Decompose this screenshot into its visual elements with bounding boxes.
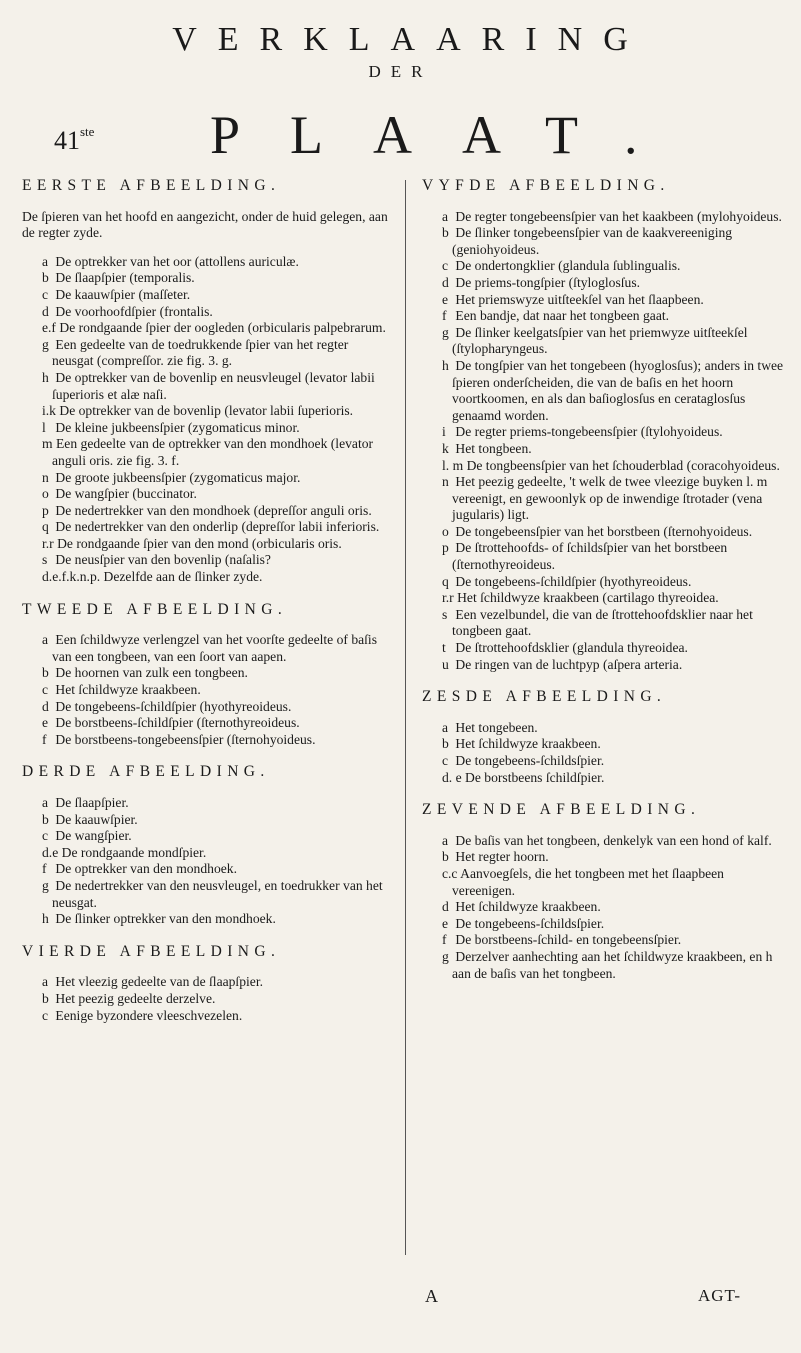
legend-item	[22, 732, 392, 749]
legend-list	[422, 833, 787, 982]
legend-key: b	[442, 736, 449, 752]
legend-text: Eenige byzondere vleeschvezelen.	[55, 1007, 243, 1023]
legend-key: c	[42, 828, 49, 844]
legend-text: De rondgaande ſpier van den mond (orbicularis oris.	[57, 535, 342, 551]
legend-item	[22, 304, 392, 321]
legend-text: De optrekker van het oor (attollens auriculæ.	[55, 253, 299, 269]
legend-key: e	[442, 915, 449, 931]
legend-item	[22, 519, 392, 536]
legend-item	[422, 574, 787, 591]
legend-key: f	[42, 731, 47, 747]
legend-key: b	[42, 270, 49, 286]
legend-text: De tongebeens-ſchildsſpier.	[455, 753, 605, 768]
legend-text: Het peezig gedeelte derzelve.	[55, 990, 216, 1006]
legend-text: De borstbeens-ſchildſpier (ſternothyreoideus.	[55, 715, 300, 731]
legend-item	[22, 552, 392, 569]
legend-key: f	[442, 308, 447, 324]
legend-item	[22, 861, 392, 878]
legend-text: De ſlinker keelgatsſpier van het priemwyze uitſteekſel (ſtylopharyngeus.	[452, 324, 748, 357]
legend-key: q	[42, 519, 49, 535]
legend-item	[22, 569, 392, 586]
legend-text: De tongebeensſpier van het borstbeen (ſternohyoideus.	[455, 523, 753, 539]
legend-item	[422, 474, 787, 524]
title-verklaring: VERKLAARING	[172, 21, 649, 58]
catchword: AGT-	[698, 1286, 742, 1305]
legend-key: l	[42, 419, 46, 435]
legend-key: a	[42, 253, 49, 269]
legend-item	[22, 878, 392, 911]
legend-key: c	[442, 753, 449, 768]
legend-text: De baſis van het tongbeen, denkelyk van een hond of kalf.	[455, 832, 772, 848]
legend-text: De borstbeens-ſchild- en tongebeensſpier.	[455, 932, 682, 948]
legend-item	[422, 932, 787, 949]
legend-item	[22, 337, 392, 370]
legend-key: g	[42, 336, 49, 352]
legend-key: c	[42, 286, 49, 302]
legend-item	[22, 911, 392, 928]
legend-key: o	[42, 486, 49, 502]
legend-list	[422, 720, 787, 786]
legend-key: p	[442, 540, 449, 556]
legend-item	[422, 225, 787, 258]
legend-key: r.r	[442, 590, 454, 606]
legend-text: Een gedeelte van de toedrukkende ſpier van het regter neusgat (compreſſor. zie fig. 3. g.	[52, 336, 349, 369]
legend-text: Het ſchildwyze kraakbeen (cartilago thyreoidea.	[457, 590, 719, 606]
legend-key: g	[442, 948, 449, 964]
legend-text: De ſlinker tongebeensſpier van de kaakvereeniging (geniohyoideus.	[452, 225, 733, 257]
legend-text: Het tongebeen.	[455, 719, 538, 735]
signature-mark: A	[425, 1286, 438, 1306]
legend-item	[22, 254, 392, 271]
legend-key: k	[442, 440, 449, 456]
legend-item	[422, 866, 787, 899]
legend-item	[22, 828, 392, 845]
legend-item	[422, 209, 787, 226]
legend-item	[22, 436, 392, 469]
legend-text: De tongbeensſpier van het ſchouderblad (coracohyoideus.	[466, 457, 780, 473]
legend-text: De voorhoofdſpier (frontalis.	[55, 303, 213, 319]
legend-text: Dezelfde aan de ſlinker zyde.	[103, 569, 263, 585]
legend-text: De ſlaapſpier (temporalis.	[55, 270, 195, 286]
legend-text: De wangſpier.	[55, 828, 132, 844]
legend-text: De tongebeens-ſchildſpier (hyothyreoideus.	[455, 573, 692, 589]
legend-key: g	[442, 324, 449, 340]
legend-key: d	[42, 303, 49, 319]
legend-text: De groote jukbeensſpier (zygomaticus major.	[55, 469, 301, 485]
left-column	[22, 178, 392, 1040]
legend-text: De borstbeens-tongebeensſpier (ſternohyoideus.	[55, 731, 316, 747]
legend-text: Het tongbeen.	[455, 440, 532, 456]
legend-list	[22, 254, 392, 586]
legend-item	[422, 833, 787, 850]
legend-key: c	[42, 1007, 49, 1023]
legend-text: De priems-tongſpier (ſtyloglosſus.	[455, 274, 641, 290]
legend-text: De kleine jukbeensſpier (zygomaticus minor.	[55, 419, 300, 435]
legend-item	[22, 320, 392, 337]
legend-key: a	[42, 632, 49, 648]
legend-item	[22, 699, 392, 716]
legend-item	[22, 270, 392, 287]
legend-key: u	[442, 656, 449, 672]
section-heading: EERSTE AFBEELDING.	[22, 177, 281, 194]
legend-key: h	[42, 911, 49, 927]
legend-item	[22, 503, 392, 520]
legend-key: h	[42, 369, 49, 385]
legend-item	[422, 308, 787, 325]
legend-item	[422, 770, 787, 787]
legend-key: f	[42, 861, 47, 877]
legend-text: De ſlinker optrekker van den mondhoek.	[55, 911, 276, 927]
legend-item	[422, 275, 787, 292]
legend-item	[422, 916, 787, 933]
legend-key: a	[442, 208, 449, 224]
legend-text: De rondgaande ſpier der oogleden (orbicularis palpebrarum.	[59, 320, 386, 336]
legend-item	[22, 991, 392, 1008]
legend-key: n	[42, 469, 49, 485]
legend-key: o	[442, 523, 449, 539]
legend-list	[22, 632, 392, 748]
title-der: DER	[368, 62, 433, 81]
legend-text: De ringen van de luchtpyp (aſpera arteria.	[455, 656, 683, 672]
legend-item	[422, 720, 787, 737]
legend-text: Aanvoegſels, die het tongbeen met het ſlaapbeen vereenigen.	[452, 865, 724, 898]
legend-item	[22, 812, 392, 829]
legend-text: De optrekker van de bovenlip (levator labii ſuperioris.	[59, 403, 354, 419]
legend-key: s	[42, 552, 48, 568]
legend-key: m	[42, 436, 53, 452]
legend-item	[422, 849, 787, 866]
legend-item	[422, 458, 787, 475]
plate-word: PLAAT.	[210, 105, 688, 165]
legend-key: i	[442, 424, 446, 440]
legend-key: d	[442, 274, 449, 290]
legend-key: r.r	[42, 535, 54, 551]
section-heading: ZEVENDE AFBEELDING.	[422, 801, 701, 819]
legend-text: Het priemswyze uitſteekſel van het ſlaapbeen.	[455, 291, 704, 307]
legend-text: De borstbeens ſchildſpier.	[465, 769, 605, 785]
legend-text: De ondertongklier (glandula ſublingualis.	[455, 258, 681, 274]
section-heading: ZESDE AFBEELDING.	[422, 688, 667, 706]
legend-item	[22, 682, 392, 699]
legend-item	[22, 632, 392, 665]
legend-text: De kaauwſpier (maſſeter.	[55, 286, 191, 302]
legend-text: Een vezelbundel, die van de ſtrottehoofdsklier naar het tongbeen gaat.	[452, 606, 753, 639]
plate-title	[20, 104, 780, 166]
legend-key: b	[42, 990, 49, 1006]
legend-text: Het ſchildwyze kraakbeen.	[55, 682, 201, 698]
legend-key: h	[442, 357, 449, 373]
legend-text: De optrekker van de bovenlip en neusvleugel (levator labii ſuperioris et alæ naſi.	[52, 369, 375, 402]
legend-text: De ſlaapſpier.	[55, 795, 129, 810]
legend-text: De neusſpier van den bovenlip (naſalis?	[55, 552, 271, 568]
section-intro: De ſpieren van het hoofd en aangezicht, onder de huid gelegen, aan de regter zyde.	[22, 208, 388, 241]
legend-text: Het vleezig gedeelte van de ſlaapſpier.	[55, 974, 263, 990]
legend-text: De tongſpier van het tongebeen (hyoglosſus); anders in twee ſpieren onderſcheiden, die van de baſis en het hoorn voortkoomen, en als dan baſioglosſus en cerataglosſus genaamd worden.	[452, 357, 784, 423]
legend-key: b	[42, 665, 49, 681]
legend-item	[422, 949, 787, 982]
legend-item	[22, 715, 392, 732]
legend-key: g	[42, 877, 49, 893]
legend-key: c.c	[442, 865, 458, 881]
plate-number-suffix: ste	[80, 124, 95, 139]
legend-item	[22, 536, 392, 553]
column-divider	[405, 180, 406, 1255]
legend-key: b	[442, 225, 449, 241]
legend-key: e	[442, 291, 449, 307]
legend-key: e	[42, 715, 49, 731]
legend-text: De optrekker van den mondhoek.	[55, 861, 237, 877]
legend-text: De ſtrottehoofdsklier (glandula thyreoidea.	[455, 640, 688, 656]
legend-item	[22, 370, 392, 403]
legend-key: d	[42, 698, 49, 714]
legend-text: De regter priems-tongebeensſpier (ſtylohyoideus.	[455, 424, 723, 440]
legend-item	[422, 258, 787, 275]
legend-key: i.k	[42, 403, 56, 419]
legend-item	[22, 665, 392, 682]
legend-item	[22, 420, 392, 437]
legend-text: De kaauwſpier.	[55, 811, 138, 827]
legend-key: t	[442, 640, 446, 656]
legend-item	[422, 325, 787, 358]
legend-key: d.e.f.k.n.p.	[42, 569, 101, 585]
section-heading: VIERDE AFBEELDING.	[22, 942, 281, 960]
legend-item	[22, 470, 392, 487]
legend-list	[22, 795, 392, 928]
legend-text: Het regter hoorn.	[455, 849, 549, 865]
legend-key: c	[42, 682, 49, 698]
legend-item	[422, 753, 787, 770]
legend-text: De hoornen van zulk een tongbeen.	[55, 665, 248, 681]
legend-list	[22, 974, 392, 1024]
legend-key: b	[442, 849, 449, 865]
legend-text: De nedertrekker van den onderlip (depreſſor labii inferioris.	[55, 519, 380, 535]
legend-item	[22, 1008, 392, 1025]
legend-key: b	[42, 811, 49, 827]
legend-text: De nedertrekker van den mondhoek (depreſſor anguli oris.	[55, 502, 372, 518]
section-heading: VYFDE AFBEELDING.	[422, 177, 670, 194]
legend-text: De rondgaande mondſpier.	[61, 844, 207, 860]
legend-item	[22, 403, 392, 420]
legend-item	[422, 424, 787, 441]
legend-text: De regter tongebeensſpier van het kaakbeen (mylohyoideus.	[455, 208, 782, 224]
legend-text: Het peezig gedeelte, 't welk de twee vleezige buyken l. m vereenigt, en gewoonlyk op de inwendige ſtrotader (vena jugularis) ligt.	[452, 474, 768, 523]
legend-item	[22, 486, 392, 503]
legend-text: De tongebeens-ſchildſpier (hyothyreoideus.	[55, 698, 292, 714]
legend-key: d. e	[442, 769, 462, 785]
right-column	[422, 178, 787, 998]
legend-item	[422, 590, 787, 607]
legend-item	[422, 607, 787, 640]
legend-item	[422, 540, 787, 573]
legend-item	[422, 657, 787, 674]
legend-item	[422, 640, 787, 657]
legend-key: a	[42, 795, 49, 810]
section-heading: DERDE AFBEELDING.	[22, 763, 270, 781]
legend-item	[422, 524, 787, 541]
legend-text: Een ſchildwyze verlengzel van het voorſte gedeelte of baſis van een tongbeen, van een ſoort van aapen.	[52, 632, 377, 664]
legend-item	[422, 292, 787, 309]
legend-key: f	[442, 932, 447, 948]
legend-item	[22, 974, 392, 991]
legend-key: n	[442, 474, 449, 490]
legend-item	[422, 441, 787, 458]
legend-text: De ſtrottehoofds- of ſchildsſpier van het borstbeen (ſternothyreoideus.	[452, 540, 728, 573]
legend-item	[22, 795, 392, 812]
legend-text: Het ſchildwyze kraakbeen.	[455, 899, 601, 915]
legend-key: p	[42, 502, 49, 518]
legend-key: c	[442, 258, 449, 274]
legend-item	[22, 287, 392, 304]
plate-number: 41ste	[54, 124, 95, 155]
legend-text: Derzelver aanhechting aan het ſchildwyze kraakbeen, en h aan de baſis van het tongbeen.	[452, 948, 773, 981]
legend-key: e.f	[42, 320, 56, 336]
legend-key: a	[442, 832, 449, 848]
legend-key: q	[442, 573, 449, 589]
legend-item	[22, 845, 392, 862]
legend-item	[422, 736, 787, 753]
legend-text: Een bandje, dat naar het tongbeen gaat.	[455, 308, 670, 324]
legend-text: De wangſpier (buccinator.	[55, 486, 197, 502]
section-heading: TWEEDE AFBEELDING.	[22, 600, 288, 618]
legend-key: s	[442, 606, 448, 622]
legend-key: d.e	[42, 844, 59, 860]
legend-key: a	[42, 974, 49, 990]
legend-text: Het ſchildwyze kraakbeen.	[455, 736, 601, 752]
legend-text: De tongebeens-ſchildsſpier.	[455, 915, 605, 931]
legend-text: De nedertrekker van den neusvleugel, en toedrukker van het neusgat.	[52, 877, 383, 910]
legend-key: l. m	[442, 457, 464, 473]
legend-item	[422, 899, 787, 916]
legend-key: a	[442, 719, 449, 735]
legend-list	[422, 209, 787, 674]
legend-text: Een gedeelte van de optrekker van den mondhoek (levator anguli oris. zie fig. 3. f.	[52, 436, 374, 468]
legend-key: d	[442, 899, 449, 915]
legend-item	[422, 358, 787, 424]
